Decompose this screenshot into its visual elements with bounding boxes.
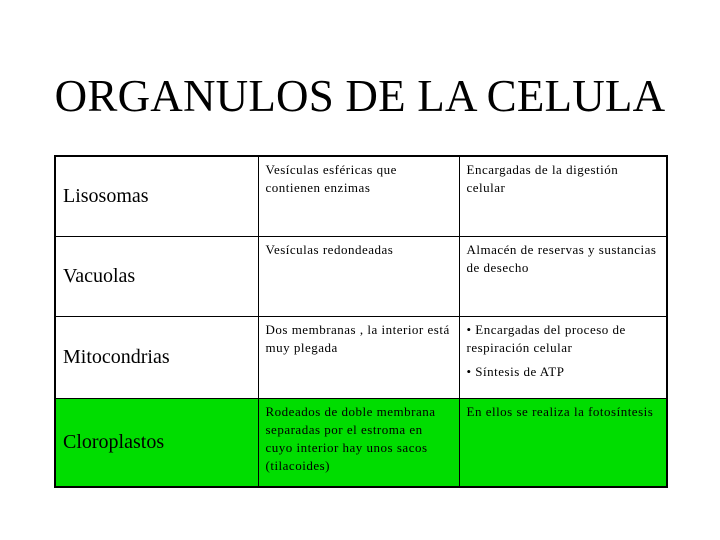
organelle-function: Encargadas de la digestión celular xyxy=(459,156,667,236)
organelle-description: Dos membranas , la interior está muy plegada xyxy=(258,316,459,398)
function-bullet: • Encargadas del proceso de respiración celular xyxy=(466,321,626,355)
organelle-table xyxy=(54,155,668,488)
slide-title: ORGANULOS DE LA CELULA xyxy=(54,71,666,121)
table-row-lisosomas xyxy=(55,156,667,236)
table-row-vacuolas xyxy=(55,236,667,316)
organelle-description: Rodeados de doble membrana separadas por el estroma en cuyo interior hay unos sacos (tilacoides) xyxy=(258,398,459,487)
organelle-name: Vacuolas xyxy=(55,236,258,316)
organelle-description: Vesículas esféricas que contienen enzimas xyxy=(258,156,459,236)
organelle-description: Vesículas redondeadas xyxy=(258,236,459,316)
organelle-function-list xyxy=(459,316,667,398)
organelle-name: Lisosomas xyxy=(55,156,258,236)
organelle-function: Almacén de reservas y sustancias de desecho xyxy=(459,236,667,316)
organelle-name: Mitocondrias xyxy=(55,316,258,398)
organelle-function: En ellos se realiza la fotosíntesis xyxy=(459,398,667,487)
function-bullet: • Síntesis de ATP xyxy=(466,363,565,379)
organelle-name: Cloroplastos xyxy=(55,398,258,487)
table-row-mitocondrias xyxy=(55,316,667,398)
table-row-cloroplastos xyxy=(55,398,667,487)
